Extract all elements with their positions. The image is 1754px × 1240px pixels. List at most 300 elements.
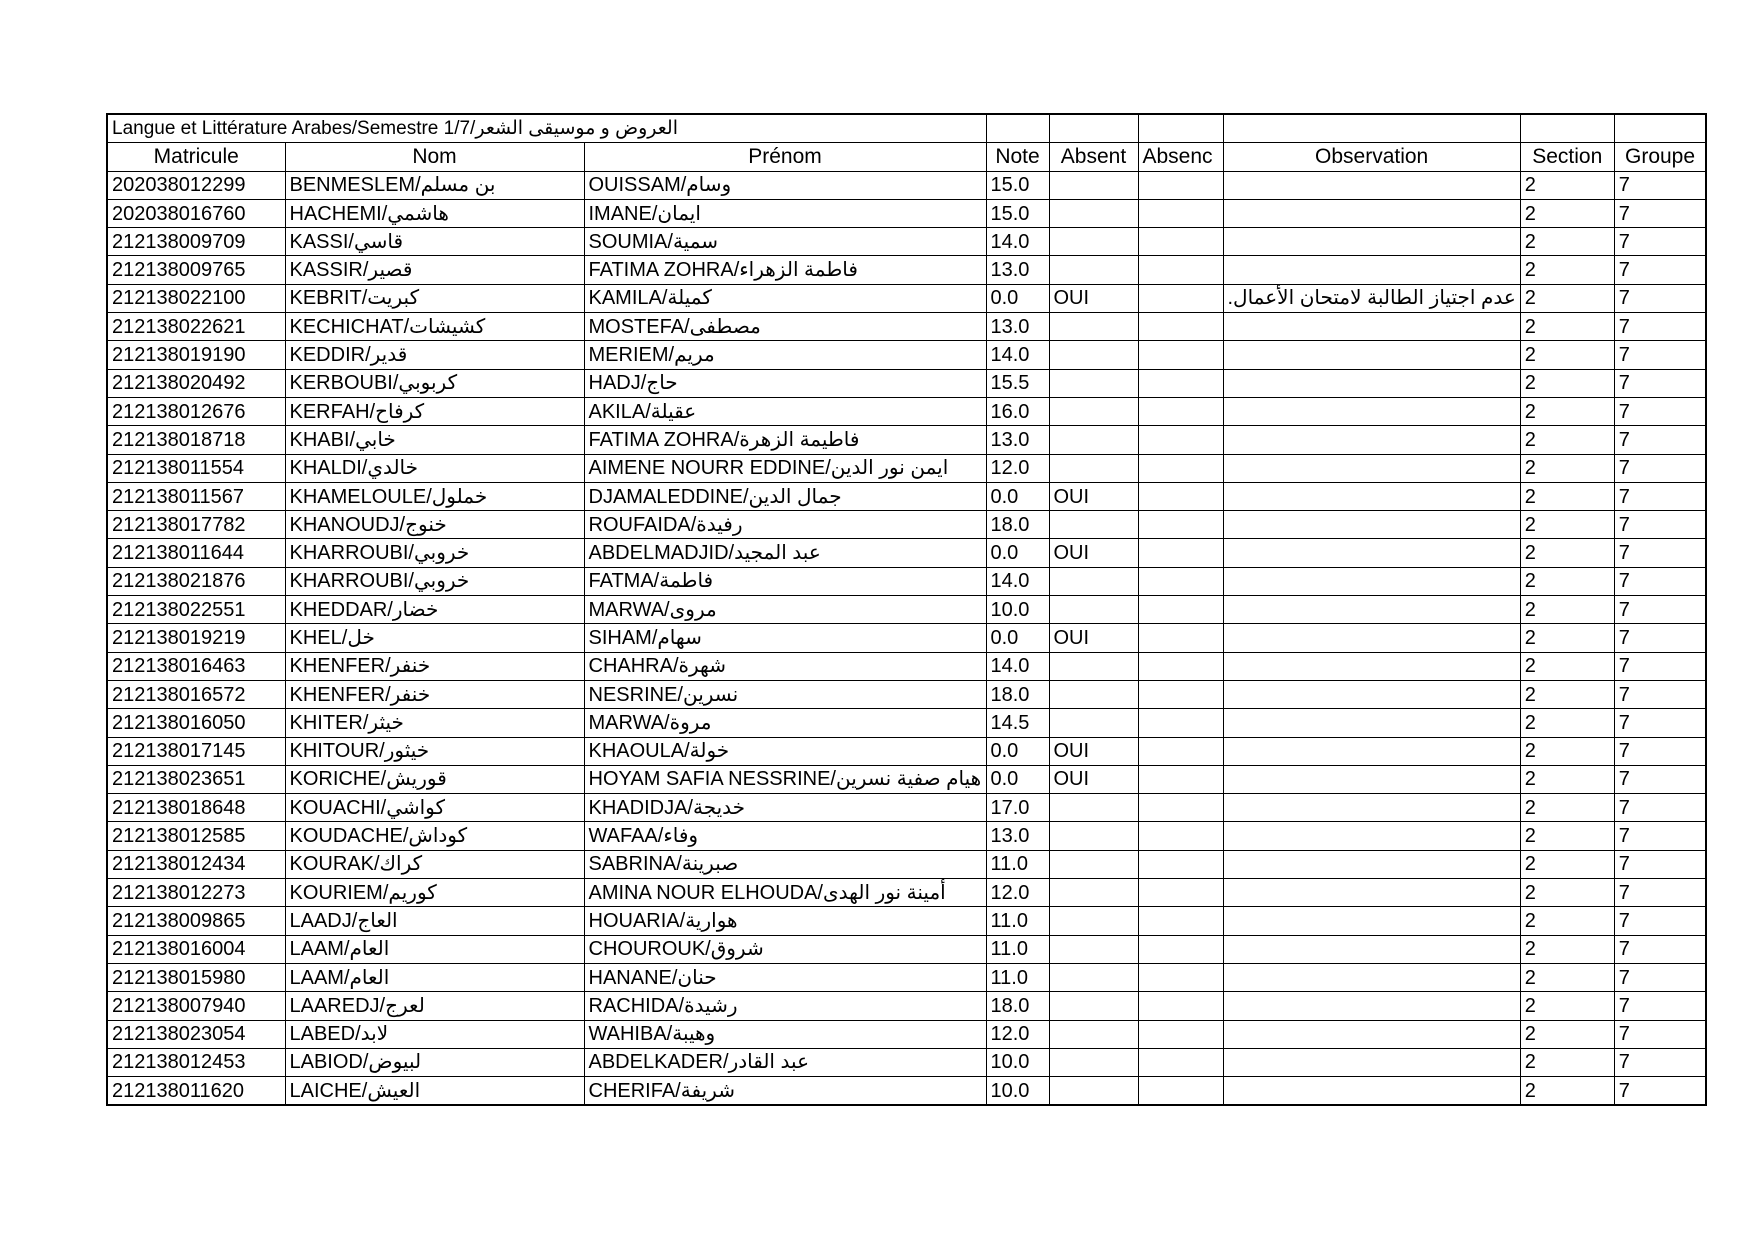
cell-observation: [1223, 737, 1520, 765]
cell-nom: LABED/لابد: [285, 1020, 584, 1048]
cell-note: 0.0: [986, 624, 1049, 652]
cell-section: 2: [1520, 737, 1614, 765]
cell-absenc: [1138, 284, 1223, 312]
cell-groupe: 7: [1614, 652, 1706, 680]
cell-observation: [1223, 426, 1520, 454]
title-row: [107, 114, 1706, 143]
cell-absent: [1049, 313, 1138, 341]
cell-nom: KHAMELOULE/خملول: [285, 482, 584, 510]
cell-section: 2: [1520, 256, 1614, 284]
table-row: [107, 171, 1706, 199]
cell-observation: [1223, 935, 1520, 963]
cell-groupe: 7: [1614, 397, 1706, 425]
cell-matricule: 212138022621: [107, 313, 285, 341]
cell-absent: [1049, 907, 1138, 935]
cell-absenc: [1138, 567, 1223, 595]
cell-groupe: 7: [1614, 228, 1706, 256]
table-row: [107, 1020, 1706, 1048]
cell-section: 2: [1520, 963, 1614, 991]
cell-absent: [1049, 228, 1138, 256]
cell-matricule: 212138009865: [107, 907, 285, 935]
cell-absent: OUI: [1049, 284, 1138, 312]
cell-groupe: 7: [1614, 454, 1706, 482]
cell-absenc: [1138, 539, 1223, 567]
cell-absenc: [1138, 426, 1223, 454]
table-row: [107, 907, 1706, 935]
title-row-blank: [1223, 114, 1520, 143]
cell-absenc: [1138, 624, 1223, 652]
table-row: [107, 680, 1706, 708]
cell-matricule: 212138022100: [107, 284, 285, 312]
table-row: [107, 1048, 1706, 1076]
cell-note: 0.0: [986, 765, 1049, 793]
cell-observation: [1223, 850, 1520, 878]
cell-matricule: 212138019219: [107, 624, 285, 652]
cell-observation: [1223, 511, 1520, 539]
cell-prenom: KHAOULA/خولة: [584, 737, 986, 765]
cell-section: 2: [1520, 284, 1614, 312]
cell-groupe: 7: [1614, 256, 1706, 284]
cell-nom: KORICHE/قوريش: [285, 765, 584, 793]
cell-observation: [1223, 624, 1520, 652]
cell-nom: HACHEMI/هاشمي: [285, 199, 584, 227]
cell-matricule: 212138012434: [107, 850, 285, 878]
cell-observation: [1223, 596, 1520, 624]
table-row: [107, 737, 1706, 765]
title-row-blank: [986, 114, 1049, 143]
cell-observation: [1223, 341, 1520, 369]
cell-note: 18.0: [986, 680, 1049, 708]
cell-absent: OUI: [1049, 765, 1138, 793]
cell-groupe: 7: [1614, 341, 1706, 369]
cell-absenc: [1138, 1048, 1223, 1076]
cell-nom: KHENFER/خنفر: [285, 652, 584, 680]
table-row: [107, 794, 1706, 822]
cell-nom: LAAREDJ/لعرج: [285, 992, 584, 1020]
cell-note: 14.0: [986, 341, 1049, 369]
cell-absenc: [1138, 822, 1223, 850]
cell-observation: [1223, 199, 1520, 227]
cell-section: 2: [1520, 822, 1614, 850]
cell-groupe: 7: [1614, 539, 1706, 567]
cell-groupe: 7: [1614, 907, 1706, 935]
cell-groupe: 7: [1614, 794, 1706, 822]
cell-nom: KHARROUBI/خروبي: [285, 567, 584, 595]
cell-section: 2: [1520, 199, 1614, 227]
cell-observation: [1223, 765, 1520, 793]
cell-absenc: [1138, 680, 1223, 708]
cell-absenc: [1138, 992, 1223, 1020]
cell-absenc: [1138, 482, 1223, 510]
cell-absenc: [1138, 1077, 1223, 1106]
cell-prenom: MOSTEFA/مصطفى: [584, 313, 986, 341]
cell-section: 2: [1520, 567, 1614, 595]
cell-observation: [1223, 567, 1520, 595]
cell-prenom: SIHAM/سهام: [584, 624, 986, 652]
cell-matricule: 212138017782: [107, 511, 285, 539]
cell-note: 13.0: [986, 313, 1049, 341]
cell-section: 2: [1520, 369, 1614, 397]
cell-nom: KEBRIT/كبريت: [285, 284, 584, 312]
cell-matricule: 212138012676: [107, 397, 285, 425]
cell-matricule: 212138016004: [107, 935, 285, 963]
cell-observation: [1223, 879, 1520, 907]
cell-absent: [1049, 992, 1138, 1020]
cell-section: 2: [1520, 482, 1614, 510]
cell-absenc: [1138, 737, 1223, 765]
cell-matricule: 212138007940: [107, 992, 285, 1020]
cell-nom: LAICHE/العيش: [285, 1077, 584, 1106]
cell-section: 2: [1520, 511, 1614, 539]
cell-nom: KHABI/خابي: [285, 426, 584, 454]
cell-absenc: [1138, 171, 1223, 199]
cell-observation: [1223, 256, 1520, 284]
cell-matricule: 202038016760: [107, 199, 285, 227]
cell-prenom: FATMA/فاطمة: [584, 567, 986, 595]
cell-note: 0.0: [986, 482, 1049, 510]
cell-matricule: 212138023651: [107, 765, 285, 793]
cell-observation: [1223, 228, 1520, 256]
title-row-blank: [1049, 114, 1138, 143]
cell-note: 0.0: [986, 284, 1049, 312]
cell-absent: [1049, 454, 1138, 482]
cell-absenc: [1138, 794, 1223, 822]
cell-observation: [1223, 313, 1520, 341]
cell-groupe: 7: [1614, 765, 1706, 793]
cell-nom: KASSI/قاسي: [285, 228, 584, 256]
cell-matricule: 212138017145: [107, 737, 285, 765]
table-row: [107, 709, 1706, 737]
cell-nom: KEDDIR/قدير: [285, 341, 584, 369]
cell-note: 12.0: [986, 1020, 1049, 1048]
cell-observation: [1223, 794, 1520, 822]
cell-groupe: 7: [1614, 426, 1706, 454]
cell-section: 2: [1520, 228, 1614, 256]
cell-absenc: [1138, 652, 1223, 680]
cell-section: 2: [1520, 596, 1614, 624]
cell-absent: [1049, 199, 1138, 227]
sheet-title: Langue et Littérature Arabes/Semestre 1/7/العروض و موسيقى الشعر: [107, 114, 986, 143]
cell-absenc: [1138, 907, 1223, 935]
cell-absent: [1049, 1077, 1138, 1106]
cell-prenom: AMINA NOUR ELHOUDA/أمينة نور الهدى: [584, 879, 986, 907]
cell-absent: [1049, 567, 1138, 595]
cell-observation: [1223, 680, 1520, 708]
cell-prenom: SABRINA/صبرينة: [584, 850, 986, 878]
header-row: [107, 143, 1706, 171]
cell-prenom: ABDELMADJID/عبد المجيد: [584, 539, 986, 567]
cell-absent: [1049, 1020, 1138, 1048]
grades-sheet: [106, 113, 1707, 1106]
table-row: [107, 879, 1706, 907]
cell-prenom: FATIMA ZOHRA/فاطمة الزهراء: [584, 256, 986, 284]
cell-note: 14.0: [986, 228, 1049, 256]
cell-nom: KERFAH/كرفاح: [285, 397, 584, 425]
cell-note: 0.0: [986, 737, 1049, 765]
cell-nom: KERBOUBI/كربوبي: [285, 369, 584, 397]
table-body: [107, 171, 1706, 1105]
cell-absent: OUI: [1049, 539, 1138, 567]
cell-matricule: 212138012453: [107, 1048, 285, 1076]
cell-observation: [1223, 171, 1520, 199]
cell-groupe: 7: [1614, 737, 1706, 765]
cell-absent: [1049, 596, 1138, 624]
cell-absenc: [1138, 596, 1223, 624]
cell-absenc: [1138, 313, 1223, 341]
cell-prenom: CHERIFA/شريفة: [584, 1077, 986, 1106]
table-row: [107, 596, 1706, 624]
cell-observation: [1223, 652, 1520, 680]
header-note: Note: [986, 143, 1049, 171]
table-row: [107, 567, 1706, 595]
cell-absenc: [1138, 879, 1223, 907]
cell-note: 14.5: [986, 709, 1049, 737]
table-row: [107, 935, 1706, 963]
table-row: [107, 369, 1706, 397]
cell-absenc: [1138, 765, 1223, 793]
cell-groupe: 7: [1614, 369, 1706, 397]
cell-prenom: AKILA/عقيلة: [584, 397, 986, 425]
table-row: [107, 765, 1706, 793]
cell-matricule: 212138012273: [107, 879, 285, 907]
cell-section: 2: [1520, 680, 1614, 708]
cell-groupe: 7: [1614, 199, 1706, 227]
cell-absenc: [1138, 397, 1223, 425]
cell-prenom: IMANE/ايمان: [584, 199, 986, 227]
cell-section: 2: [1520, 765, 1614, 793]
cell-absent: [1049, 256, 1138, 284]
cell-note: 10.0: [986, 1048, 1049, 1076]
cell-groupe: 7: [1614, 171, 1706, 199]
cell-absent: OUI: [1049, 737, 1138, 765]
cell-absenc: [1138, 256, 1223, 284]
cell-prenom: CHAHRA/شهرة: [584, 652, 986, 680]
cell-section: 2: [1520, 652, 1614, 680]
cell-absent: [1049, 879, 1138, 907]
table-row: [107, 284, 1706, 312]
cell-nom: BENMESLEM/بن مسلم: [285, 171, 584, 199]
cell-matricule: 212138020492: [107, 369, 285, 397]
cell-absent: [1049, 822, 1138, 850]
cell-nom: LAAM/العام: [285, 963, 584, 991]
cell-prenom: HADJ/حاج: [584, 369, 986, 397]
cell-matricule: 212138023054: [107, 1020, 285, 1048]
cell-note: 15.0: [986, 171, 1049, 199]
cell-absent: [1049, 341, 1138, 369]
cell-observation: [1223, 1077, 1520, 1106]
cell-observation: [1223, 1020, 1520, 1048]
cell-note: 11.0: [986, 935, 1049, 963]
cell-observation: [1223, 482, 1520, 510]
cell-prenom: AIMENE NOURR EDDINE/ايمن نور الدين: [584, 454, 986, 482]
cell-groupe: 7: [1614, 482, 1706, 510]
cell-section: 2: [1520, 1020, 1614, 1048]
cell-matricule: 212138019190: [107, 341, 285, 369]
cell-groupe: 7: [1614, 822, 1706, 850]
cell-groupe: 7: [1614, 935, 1706, 963]
cell-section: 2: [1520, 935, 1614, 963]
cell-absent: [1049, 397, 1138, 425]
cell-prenom: ABDELKADER/عبد القادر: [584, 1048, 986, 1076]
table-row: [107, 426, 1706, 454]
header-section: Section: [1520, 143, 1614, 171]
cell-prenom: ROUFAIDA/رفيدة: [584, 511, 986, 539]
cell-groupe: 7: [1614, 1048, 1706, 1076]
table-row: [107, 822, 1706, 850]
cell-observation: [1223, 992, 1520, 1020]
cell-groupe: 7: [1614, 680, 1706, 708]
cell-section: 2: [1520, 850, 1614, 878]
cell-absenc: [1138, 709, 1223, 737]
cell-nom: KOUDACHE/كوداش: [285, 822, 584, 850]
table-row: [107, 652, 1706, 680]
cell-nom: KHENFER/خنفر: [285, 680, 584, 708]
cell-matricule: 212138016463: [107, 652, 285, 680]
cell-absent: [1049, 652, 1138, 680]
cell-matricule: 212138021876: [107, 567, 285, 595]
cell-section: 2: [1520, 879, 1614, 907]
cell-absenc: [1138, 341, 1223, 369]
cell-matricule: 212138022551: [107, 596, 285, 624]
header-observation: Observation: [1223, 143, 1520, 171]
cell-prenom: DJAMALEDDINE/جمال الدين: [584, 482, 986, 510]
cell-note: 11.0: [986, 907, 1049, 935]
cell-prenom: MARWA/مروى: [584, 596, 986, 624]
cell-note: 14.0: [986, 652, 1049, 680]
cell-groupe: 7: [1614, 709, 1706, 737]
title-row-blank: [1614, 114, 1706, 143]
cell-note: 12.0: [986, 454, 1049, 482]
cell-note: 13.0: [986, 426, 1049, 454]
table-row: [107, 454, 1706, 482]
cell-absent: [1049, 709, 1138, 737]
table-row: [107, 511, 1706, 539]
cell-nom: KOURAK/كراك: [285, 850, 584, 878]
cell-absenc: [1138, 511, 1223, 539]
cell-prenom: KHADIDJA/خديجة: [584, 794, 986, 822]
cell-prenom: RACHIDA/رشيدة: [584, 992, 986, 1020]
cell-observation: [1223, 907, 1520, 935]
cell-prenom: KAMILA/كميلة: [584, 284, 986, 312]
cell-note: 16.0: [986, 397, 1049, 425]
cell-section: 2: [1520, 539, 1614, 567]
cell-groupe: 7: [1614, 992, 1706, 1020]
cell-observation: [1223, 709, 1520, 737]
cell-groupe: 7: [1614, 1020, 1706, 1048]
cell-note: 13.0: [986, 256, 1049, 284]
cell-groupe: 7: [1614, 624, 1706, 652]
cell-absent: [1049, 369, 1138, 397]
cell-observation: [1223, 539, 1520, 567]
cell-absent: OUI: [1049, 482, 1138, 510]
cell-absent: [1049, 511, 1138, 539]
cell-absent: [1049, 935, 1138, 963]
header-matricule: Matricule: [107, 143, 285, 171]
cell-matricule: 212138011554: [107, 454, 285, 482]
cell-nom: KOURIEM/كوريم: [285, 879, 584, 907]
cell-prenom: WAFAA/وفاء: [584, 822, 986, 850]
cell-absent: [1049, 680, 1138, 708]
cell-absent: [1049, 426, 1138, 454]
cell-groupe: 7: [1614, 511, 1706, 539]
cell-note: 17.0: [986, 794, 1049, 822]
table-row: [107, 199, 1706, 227]
cell-note: 11.0: [986, 963, 1049, 991]
cell-absenc: [1138, 1020, 1223, 1048]
cell-matricule: 212138015980: [107, 963, 285, 991]
cell-matricule: 212138009709: [107, 228, 285, 256]
cell-nom: KHALDI/خالدي: [285, 454, 584, 482]
cell-prenom: CHOUROUK/شروق: [584, 935, 986, 963]
table-row: [107, 624, 1706, 652]
cell-matricule: 212138016572: [107, 680, 285, 708]
cell-observation: [1223, 369, 1520, 397]
cell-note: 10.0: [986, 1077, 1049, 1106]
cell-groupe: 7: [1614, 313, 1706, 341]
cell-section: 2: [1520, 907, 1614, 935]
cell-nom: LAADJ/العاج: [285, 907, 584, 935]
cell-section: 2: [1520, 426, 1614, 454]
cell-absenc: [1138, 963, 1223, 991]
cell-observation: [1223, 397, 1520, 425]
cell-nom: KHEDDAR/خضار: [285, 596, 584, 624]
header-groupe: Groupe: [1614, 143, 1706, 171]
grades-table: [106, 113, 1707, 1106]
cell-nom: KHITER/خيثر: [285, 709, 584, 737]
cell-section: 2: [1520, 1048, 1614, 1076]
cell-nom: KOUACHI/كواشي: [285, 794, 584, 822]
cell-absenc: [1138, 369, 1223, 397]
header-prenom: Prénom: [584, 143, 986, 171]
cell-groupe: 7: [1614, 596, 1706, 624]
cell-matricule: 212138016050: [107, 709, 285, 737]
cell-groupe: 7: [1614, 567, 1706, 595]
cell-prenom: WAHIBA/وهيبة: [584, 1020, 986, 1048]
cell-section: 2: [1520, 313, 1614, 341]
cell-nom: LAAM/العام: [285, 935, 584, 963]
title-row-blank: [1138, 114, 1223, 143]
table-row: [107, 1077, 1706, 1106]
cell-observation: [1223, 1048, 1520, 1076]
cell-section: 2: [1520, 709, 1614, 737]
cell-note: 0.0: [986, 539, 1049, 567]
cell-observation: [1223, 822, 1520, 850]
cell-groupe: 7: [1614, 1077, 1706, 1106]
cell-matricule: 202038012299: [107, 171, 285, 199]
cell-nom: KHANOUDJ/خنوج: [285, 511, 584, 539]
cell-nom: KHITOUR/خيثور: [285, 737, 584, 765]
cell-section: 2: [1520, 1077, 1614, 1106]
cell-note: 15.0: [986, 199, 1049, 227]
cell-nom: KHEL/خل: [285, 624, 584, 652]
cell-nom: LABIOD/لبيوض: [285, 1048, 584, 1076]
cell-prenom: MARWA/مروة: [584, 709, 986, 737]
cell-section: 2: [1520, 992, 1614, 1020]
cell-groupe: 7: [1614, 879, 1706, 907]
cell-prenom: FATIMA ZOHRA/فاطيمة الزهرة: [584, 426, 986, 454]
cell-absent: OUI: [1049, 624, 1138, 652]
table-row: [107, 228, 1706, 256]
cell-section: 2: [1520, 454, 1614, 482]
table-row: [107, 397, 1706, 425]
cell-section: 2: [1520, 624, 1614, 652]
cell-matricule: 212138011644: [107, 539, 285, 567]
cell-note: 15.5: [986, 369, 1049, 397]
cell-groupe: 7: [1614, 284, 1706, 312]
table-row: [107, 992, 1706, 1020]
cell-absenc: [1138, 935, 1223, 963]
cell-note: 18.0: [986, 992, 1049, 1020]
